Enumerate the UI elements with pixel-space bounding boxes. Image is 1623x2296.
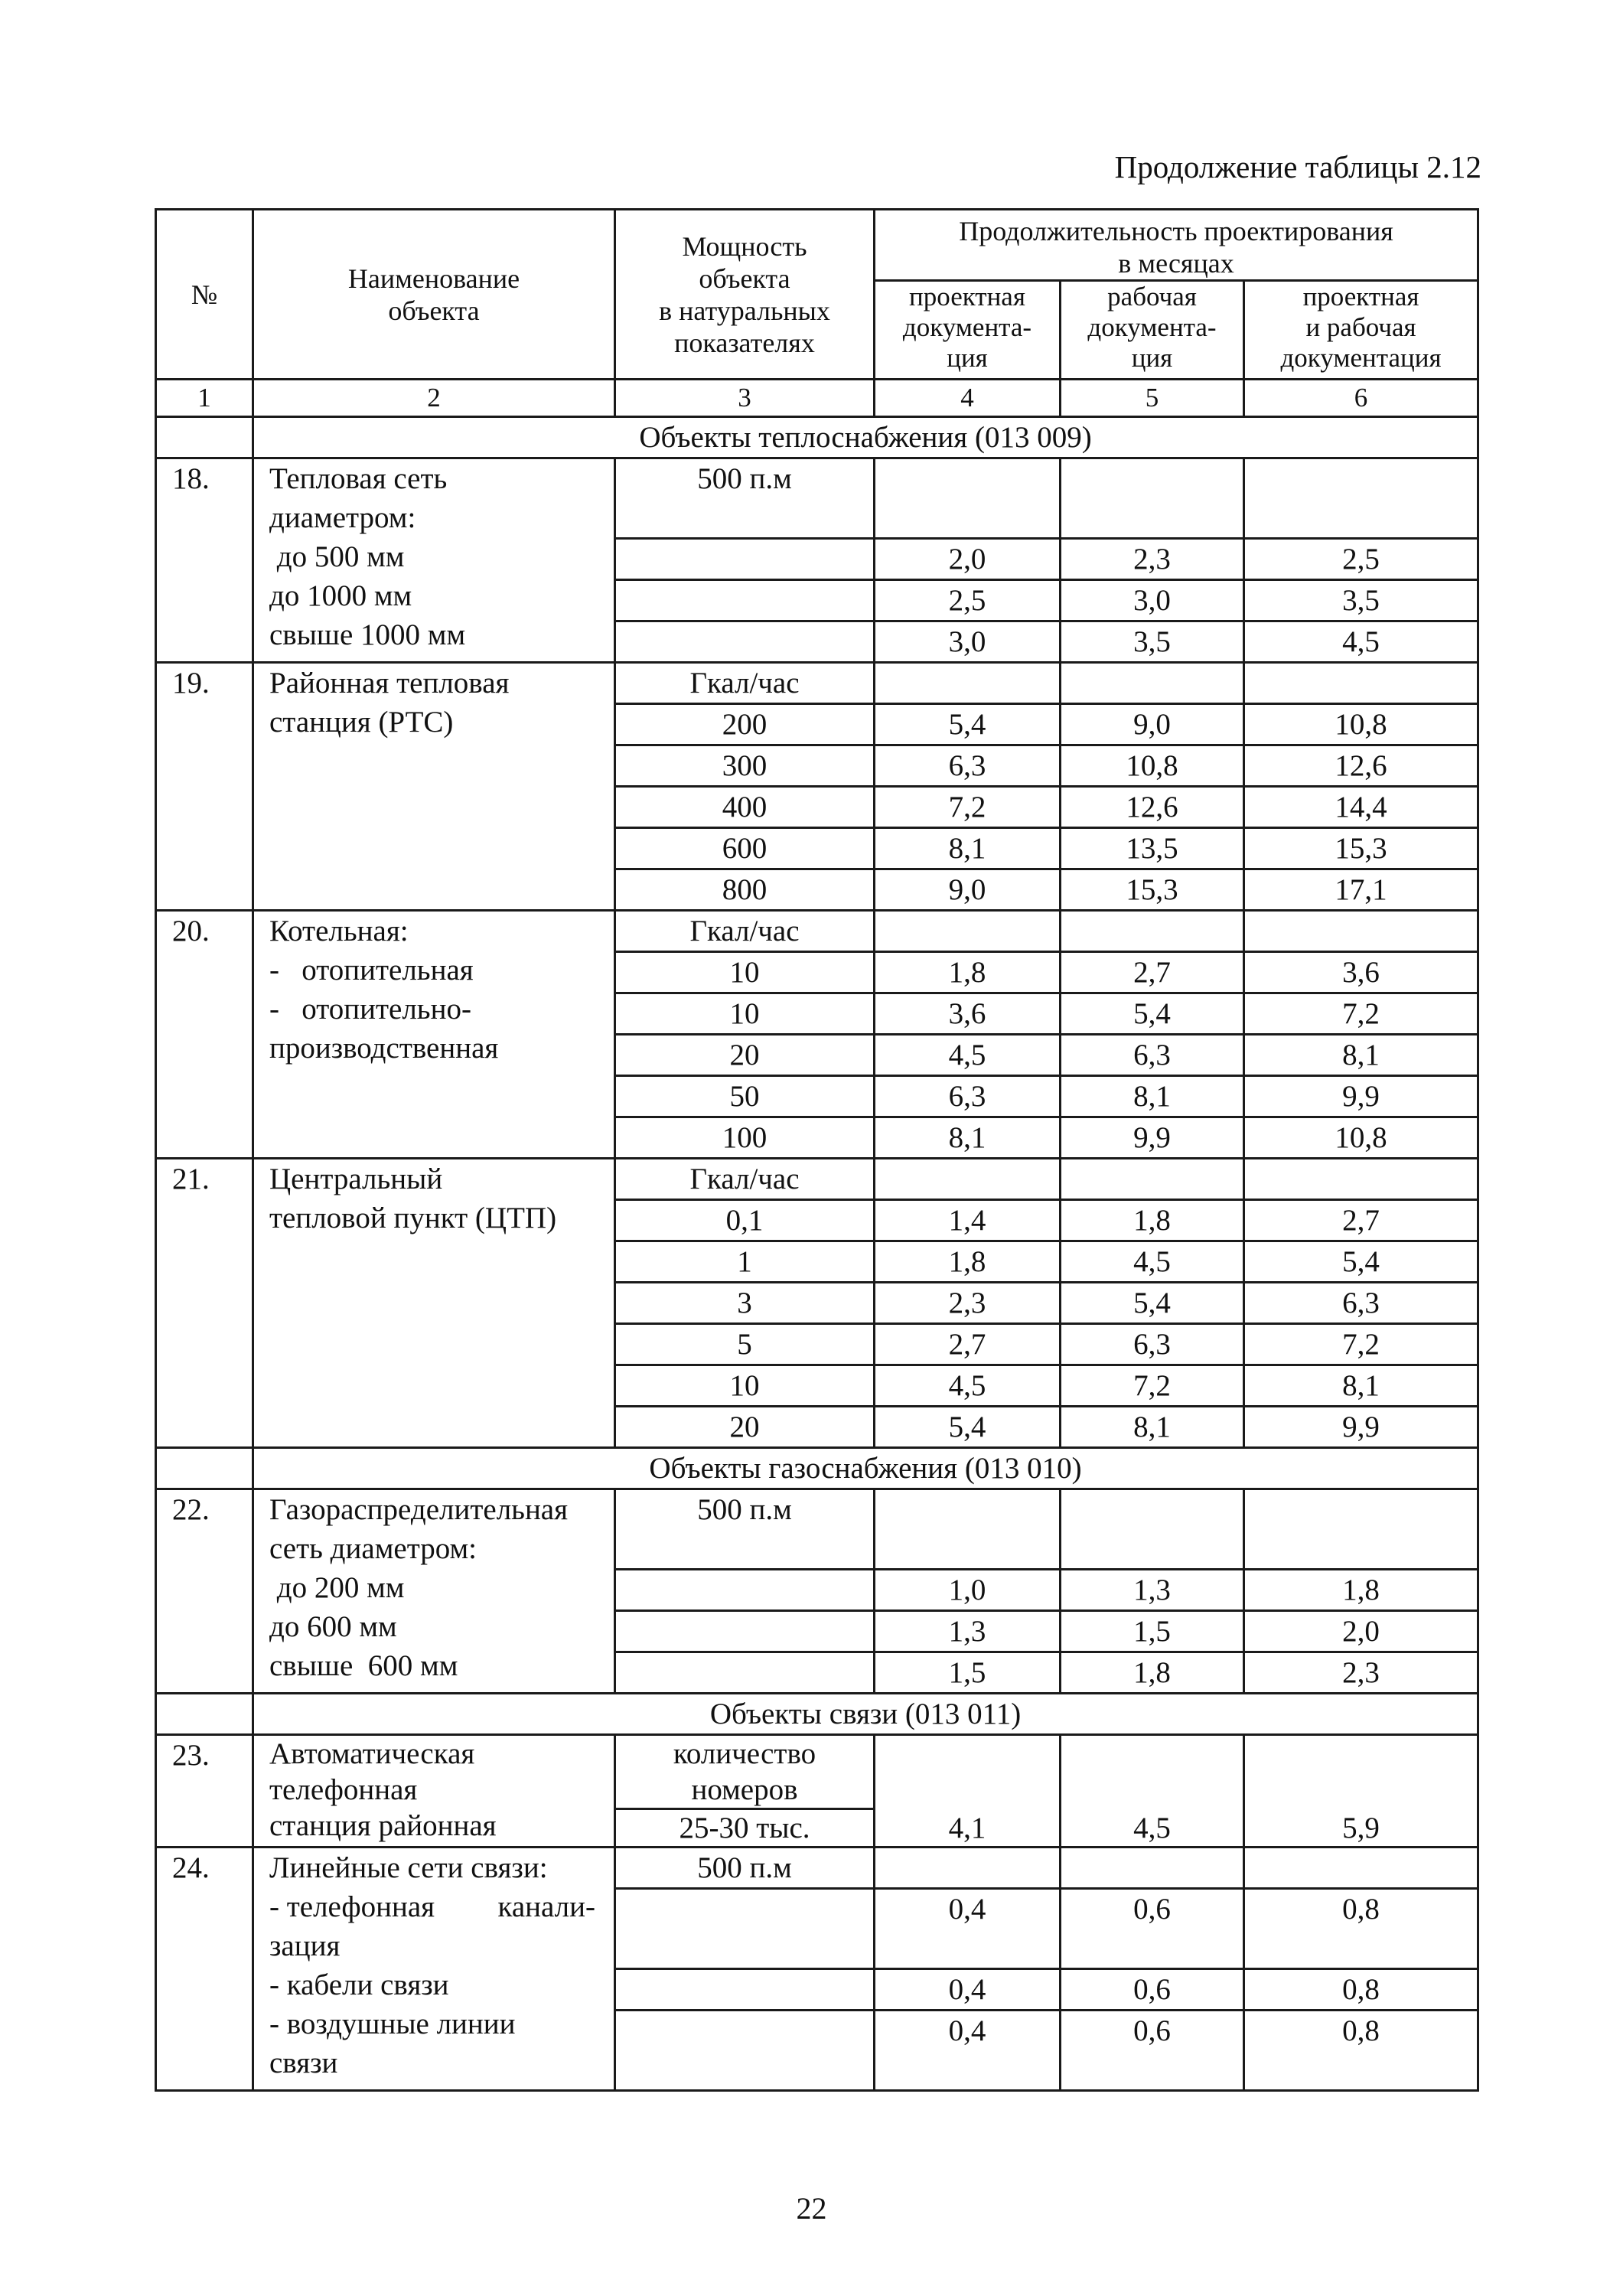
table-caption: Продолжение таблицы 2.12 <box>1114 149 1481 184</box>
value-cell: 6,3 <box>875 1076 1061 1117</box>
item-name-line: - отопительная <box>269 954 474 987</box>
value-cell: 3,5 <box>1061 621 1244 663</box>
value-cell: 13,5 <box>1061 828 1244 869</box>
header-name-line: объекта <box>388 295 480 326</box>
value-cell: 7,2 <box>875 787 1061 828</box>
section-gas-supply: Объекты газоснабжения (013 010) <box>253 1448 1478 1489</box>
value-cell: 2,3 <box>875 1283 1061 1324</box>
header-sub-line: документа- <box>1087 312 1217 342</box>
value-cell: 1,3 <box>875 1611 1061 1652</box>
value-cell: 5,4 <box>1244 1241 1478 1283</box>
header-sub-line: и рабочая <box>1305 312 1416 342</box>
value-cell: 4,5 <box>1061 1735 1244 1848</box>
page-number: 22 <box>796 2191 827 2226</box>
value-cell: 4,5 <box>1061 1241 1244 1283</box>
capacity-cell: 100 <box>615 1117 875 1159</box>
item-name-line: - воздушные линии <box>269 2007 516 2040</box>
item-name-line: - кабели связи <box>269 1968 449 2001</box>
item-name-line: сеть диаметром: <box>269 1532 477 1565</box>
section-row <box>156 1694 1478 1735</box>
capacity-cell: 0,1 <box>615 1200 875 1241</box>
value-cell: 1,8 <box>875 952 1061 993</box>
item-name <box>253 458 615 663</box>
value-cell: 0,6 <box>1061 1969 1244 2011</box>
item-name-line: Центральный <box>269 1163 443 1195</box>
capacity-cell: 5 <box>615 1324 875 1365</box>
capacity-cell: 200 <box>615 704 875 745</box>
item-name <box>253 1735 615 1848</box>
value-cell: 2,5 <box>1244 539 1478 580</box>
empty-cell <box>1061 1489 1244 1570</box>
header-sub-line: рабочая <box>1107 282 1197 311</box>
item-name-line: до 200 мм <box>269 1571 405 1604</box>
value-cell: 9,0 <box>1061 704 1244 745</box>
item-name-part: - телефонная <box>269 1890 435 1923</box>
item-name-line: Котельная: <box>269 915 409 947</box>
item-unit: Гкал/час <box>615 663 875 704</box>
value-cell: 2,7 <box>1244 1200 1478 1241</box>
item-unit: 500 п.м <box>615 1489 875 1570</box>
empty-cell <box>1061 1159 1244 1200</box>
item-number: 20. <box>156 911 253 1159</box>
value-cell: 9,9 <box>1244 1407 1478 1448</box>
value-cell: 9,0 <box>875 869 1061 911</box>
value-cell: 4,5 <box>1244 621 1478 663</box>
header-sub-line: проектная <box>909 282 1025 311</box>
value-cell: 0,4 <box>875 1889 1061 1969</box>
item-name-line: свыше 1000 мм <box>269 618 466 651</box>
item-unit: 500 п.м <box>615 458 875 539</box>
capacity-cell: 1 <box>615 1241 875 1283</box>
header-sub-line: проектная <box>1302 282 1419 311</box>
empty-cell <box>1244 1159 1478 1200</box>
value-cell: 5,9 <box>1244 1735 1478 1848</box>
capacity-cell: 20 <box>615 1407 875 1448</box>
header-duration-line: в месяцах <box>1118 248 1234 279</box>
item-unit-line: номеров <box>691 1773 798 1806</box>
header-sub-line: документа- <box>902 312 1032 342</box>
table-row <box>156 1735 1478 1809</box>
value-cell: 15,3 <box>1244 828 1478 869</box>
value-cell: 8,1 <box>875 1117 1061 1159</box>
design-duration-table <box>155 208 1479 2092</box>
capacity-cell: 50 <box>615 1076 875 1117</box>
item-number: 24. <box>156 1848 253 2091</box>
value-cell: 7,2 <box>1244 993 1478 1035</box>
value-cell: 2,5 <box>875 580 1061 621</box>
item-name <box>253 1489 615 1694</box>
value-cell: 5,4 <box>1061 1283 1244 1324</box>
empty-cell <box>1244 911 1478 952</box>
value-cell: 1,8 <box>1061 1652 1244 1694</box>
item-name-part: канали- <box>497 1890 595 1923</box>
value-cell: 5,4 <box>1061 993 1244 1035</box>
item-name-line: до 1000 мм <box>269 579 412 612</box>
section-spacer <box>156 1694 253 1735</box>
item-name-line: Линейные сети связи: <box>269 1851 548 1884</box>
header-working-docs <box>1061 281 1244 380</box>
column-index: 3 <box>615 380 875 417</box>
value-cell: 3,5 <box>1244 580 1478 621</box>
capacity-cell <box>615 539 875 580</box>
empty-cell <box>1244 663 1478 704</box>
value-cell: 1,0 <box>875 1570 1061 1611</box>
header-power <box>615 210 875 380</box>
item-name-line: до 600 мм <box>269 1610 397 1643</box>
capacity-cell <box>615 1889 875 1969</box>
item-name-line: производственная <box>269 1032 499 1065</box>
header-sub-line: ция <box>1131 343 1173 373</box>
value-cell: 6,3 <box>1061 1324 1244 1365</box>
item-number: 22. <box>156 1489 253 1694</box>
value-cell: 2,3 <box>1244 1652 1478 1694</box>
value-cell: 10,8 <box>1244 1117 1478 1159</box>
capacity-cell: 800 <box>615 869 875 911</box>
value-cell: 1,5 <box>1061 1611 1244 1652</box>
table-row <box>156 1848 1478 1889</box>
empty-cell <box>1061 458 1244 539</box>
item-name-line: телефонная <box>269 1773 418 1806</box>
capacity-cell: 3 <box>615 1283 875 1324</box>
item-name-line: Газораспределительная <box>269 1493 569 1526</box>
empty-cell <box>875 663 1061 704</box>
empty-cell <box>875 1159 1061 1200</box>
empty-cell <box>1061 911 1244 952</box>
value-cell: 3,6 <box>875 993 1061 1035</box>
capacity-cell <box>615 580 875 621</box>
value-cell: 8,1 <box>1061 1407 1244 1448</box>
value-cell: 3,6 <box>1244 952 1478 993</box>
item-number: 18. <box>156 458 253 663</box>
value-cell: 8,1 <box>875 828 1061 869</box>
value-cell: 15,3 <box>1061 869 1244 911</box>
item-name-line: станция (РТС) <box>269 706 454 739</box>
column-index: 6 <box>1244 380 1478 417</box>
value-cell: 6,3 <box>875 745 1061 787</box>
value-cell: 9,9 <box>1061 1117 1244 1159</box>
header-no: № <box>156 210 253 380</box>
item-unit: Гкал/час <box>615 911 875 952</box>
empty-cell <box>1244 1489 1478 1570</box>
value-cell: 1,3 <box>1061 1570 1244 1611</box>
table-row <box>156 458 1478 539</box>
empty-cell <box>875 1489 1061 1570</box>
item-name-line: до 500 мм <box>269 540 405 573</box>
value-cell: 0,6 <box>1061 1889 1244 1969</box>
empty-cell <box>875 458 1061 539</box>
value-cell: 9,9 <box>1244 1076 1478 1117</box>
item-unit: 500 п.м <box>615 1848 875 1889</box>
empty-cell <box>1244 458 1478 539</box>
header-project-docs <box>875 281 1061 380</box>
item-unit: Гкал/час <box>615 1159 875 1200</box>
section-communications: Объекты связи (013 011) <box>253 1694 1478 1735</box>
header-row <box>156 210 1478 281</box>
item-name-line: Тепловая сеть <box>269 462 448 495</box>
value-cell: 14,4 <box>1244 787 1478 828</box>
empty-cell <box>1061 663 1244 704</box>
header-power-line: объекта <box>699 263 790 294</box>
item-name-line: Автоматическая <box>269 1737 475 1770</box>
item-name-line: станция районная <box>269 1809 497 1842</box>
value-cell: 8,1 <box>1244 1365 1478 1407</box>
capacity-cell <box>615 621 875 663</box>
capacity-cell: 300 <box>615 745 875 787</box>
column-index: 4 <box>875 380 1061 417</box>
item-name <box>253 1159 615 1448</box>
value-cell: 4,5 <box>875 1035 1061 1076</box>
header-duration-line: Продолжительность проектирования <box>959 216 1393 246</box>
capacity-cell <box>615 1570 875 1611</box>
section-spacer <box>156 1448 253 1489</box>
item-number: 19. <box>156 663 253 911</box>
capacity-cell: 600 <box>615 828 875 869</box>
empty-cell <box>875 911 1061 952</box>
capacity-cell <box>615 1652 875 1694</box>
header-power-line: Мощность <box>682 230 807 262</box>
capacity-cell: 20 <box>615 1035 875 1076</box>
value-cell: 8,1 <box>1061 1076 1244 1117</box>
item-number: 21. <box>156 1159 253 1448</box>
value-cell: 5,4 <box>875 1407 1061 1448</box>
header-sub-line: ция <box>947 343 988 373</box>
empty-cell <box>1244 1848 1478 1889</box>
table-row <box>156 911 1478 952</box>
value-cell: 7,2 <box>1244 1324 1478 1365</box>
section-spacer <box>156 417 253 458</box>
header-name <box>253 210 615 380</box>
header-sub-line: документация <box>1280 343 1442 373</box>
table-row <box>156 1159 1478 1200</box>
section-heat-supply: Объекты теплоснабжения (013 009) <box>253 417 1478 458</box>
capacity-cell: 10 <box>615 993 875 1035</box>
value-cell: 1,8 <box>1061 1200 1244 1241</box>
value-cell: 1,8 <box>1244 1570 1478 1611</box>
empty-cell <box>875 1848 1061 1889</box>
item-number: 23. <box>156 1735 253 1848</box>
item-name <box>253 1848 615 2091</box>
value-cell: 0,8 <box>1244 2011 1478 2091</box>
capacity-cell: 10 <box>615 1365 875 1407</box>
value-cell: 2,0 <box>875 539 1061 580</box>
value-cell: 1,5 <box>875 1652 1061 1694</box>
value-cell: 8,1 <box>1244 1035 1478 1076</box>
value-cell: 2,0 <box>1244 1611 1478 1652</box>
capacity-cell <box>615 1969 875 2011</box>
column-index-row <box>156 380 1478 417</box>
value-cell: 0,8 <box>1244 1969 1478 2011</box>
value-cell: 1,8 <box>875 1241 1061 1283</box>
value-cell: 10,8 <box>1244 704 1478 745</box>
item-name <box>253 911 615 1159</box>
column-index: 5 <box>1061 380 1244 417</box>
value-cell: 2,7 <box>1061 952 1244 993</box>
value-cell: 12,6 <box>1244 745 1478 787</box>
value-cell: 1,4 <box>875 1200 1061 1241</box>
item-name-line: - отопительно- <box>269 993 471 1026</box>
capacity-cell: 25-30 тыс. <box>615 1809 875 1848</box>
section-row <box>156 417 1478 458</box>
value-cell: 0,4 <box>875 2011 1061 2091</box>
value-cell: 12,6 <box>1061 787 1244 828</box>
value-cell: 4,5 <box>875 1365 1061 1407</box>
value-cell: 4,1 <box>875 1735 1061 1848</box>
value-cell: 2,3 <box>1061 539 1244 580</box>
value-cell: 3,0 <box>1061 580 1244 621</box>
value-cell: 6,3 <box>1061 1035 1244 1076</box>
header-duration <box>875 210 1478 281</box>
item-unit <box>615 1735 875 1809</box>
item-name-line: связи <box>269 2047 338 2079</box>
item-name-line <box>269 1887 614 1926</box>
item-name-line: свыше 600 мм <box>269 1649 458 1682</box>
item-name-line: зация <box>269 1929 341 1962</box>
capacity-cell <box>615 2011 875 2091</box>
column-index: 1 <box>156 380 253 417</box>
header-project-and-working-docs <box>1244 281 1478 380</box>
value-cell: 3,0 <box>875 621 1061 663</box>
section-row <box>156 1448 1478 1489</box>
table-row <box>156 663 1478 704</box>
value-cell: 6,3 <box>1244 1283 1478 1324</box>
value-cell: 0,4 <box>875 1969 1061 2011</box>
empty-cell <box>1061 1848 1244 1889</box>
value-cell: 10,8 <box>1061 745 1244 787</box>
item-name-line: Районная тепловая <box>269 667 510 700</box>
capacity-cell: 10 <box>615 952 875 993</box>
column-index: 2 <box>253 380 615 417</box>
table-row <box>156 1489 1478 1570</box>
value-cell: 2,7 <box>875 1324 1061 1365</box>
value-cell: 17,1 <box>1244 869 1478 911</box>
header-power-line: в натуральных <box>659 295 830 326</box>
value-cell: 5,4 <box>875 704 1061 745</box>
header-power-line: показателях <box>674 327 815 358</box>
capacity-cell: 400 <box>615 787 875 828</box>
item-unit-line: количество <box>673 1737 816 1770</box>
capacity-cell <box>615 1611 875 1652</box>
item-name-line: тепловой пункт (ЦТП) <box>269 1202 557 1234</box>
item-name-line: диаметром: <box>269 501 416 534</box>
value-cell: 0,8 <box>1244 1889 1478 1969</box>
value-cell: 7,2 <box>1061 1365 1244 1407</box>
item-name <box>253 663 615 911</box>
value-cell: 0,6 <box>1061 2011 1244 2091</box>
header-name-line: Наименование <box>347 263 520 294</box>
